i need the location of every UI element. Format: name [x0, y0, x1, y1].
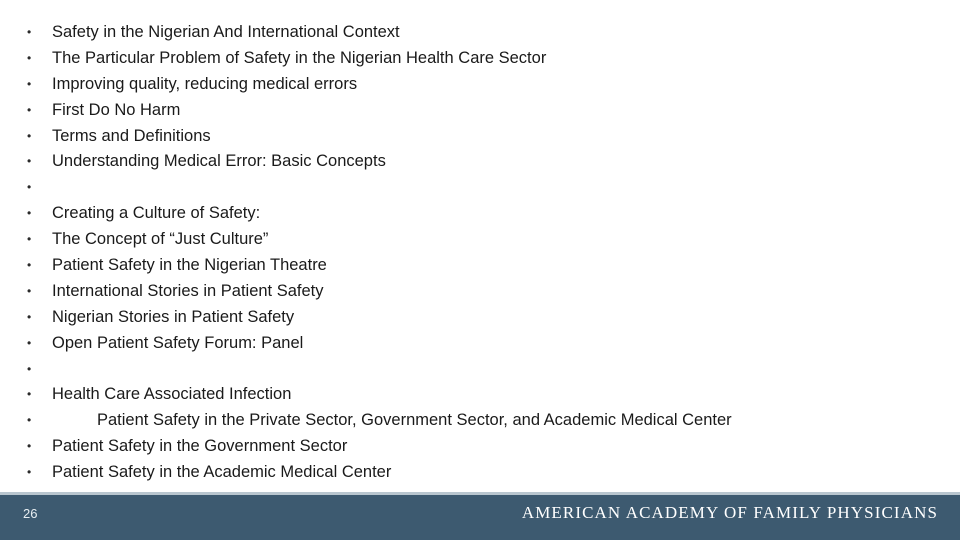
bullet-marker: •	[27, 50, 32, 65]
bullet-text: Patient Safety in the Government Sector	[52, 437, 348, 456]
bullet-item	[0, 201, 960, 227]
bullet-item	[0, 408, 960, 434]
bullet-item	[0, 253, 960, 279]
bullet-marker: •	[27, 128, 32, 143]
bullet-marker: •	[27, 154, 32, 169]
bullet-marker: •	[27, 413, 32, 428]
bullet-item	[0, 98, 960, 124]
bullet-text: International Stories in Patient Safety	[52, 281, 324, 300]
bullet-marker: •	[27, 232, 32, 247]
bullet-marker: •	[27, 76, 32, 91]
bullet-text: Patient Safety in the Academic Medical Center	[52, 463, 392, 482]
bullet-marker: •	[27, 25, 32, 39]
bullet-text: Nigerian Stories in Patient Safety	[52, 307, 295, 326]
bullet-text: The Concept of “Just Culture”	[52, 230, 269, 249]
bullet-item	[0, 149, 960, 175]
organization-name: AMERICAN ACADEMY OF FAMILY PHYSICIANS	[521, 503, 938, 522]
bullet-item	[0, 227, 960, 253]
bullet-text: The Particular Problem of Safety in the Nigerian Health Care Sector	[52, 48, 547, 67]
bullet-item	[0, 20, 960, 46]
bullet-text: Patient Safety in the Nigerian Theatre	[52, 256, 327, 275]
bullet-text: Patient Safety in the Private Sector, Government Sector, and Academic Medical Center	[97, 411, 732, 430]
slide-bullet-list	[0, 20, 960, 486]
bullet-marker: •	[27, 361, 32, 376]
bullet-item	[0, 46, 960, 72]
bullet-text: Understanding Medical Error: Basic Concepts	[52, 152, 386, 171]
bullet-text: First Do No Harm	[52, 100, 181, 119]
bullet-marker: •	[27, 465, 32, 480]
bullet-text: Improving quality, reducing medical errors	[52, 74, 358, 93]
bullet-marker: •	[27, 283, 32, 298]
bullet-text: Health Care Associated Infection	[52, 385, 292, 404]
slide-number: 26	[23, 506, 38, 521]
bullet-text: Open Patient Safety Forum: Panel	[52, 333, 304, 352]
bullet-text: Creating a Culture of Safety:	[52, 204, 261, 223]
bullet-item-empty	[0, 175, 960, 201]
bullet-item	[0, 460, 960, 486]
bullet-item	[0, 305, 960, 331]
bullet-item	[0, 382, 960, 408]
bullet-marker: •	[27, 206, 32, 221]
bullet-item	[0, 331, 960, 357]
bullet-item	[0, 279, 960, 305]
bullet-marker: •	[27, 335, 32, 350]
bullet-marker: •	[27, 309, 32, 324]
bullet-marker: •	[27, 180, 32, 195]
bullet-marker: •	[27, 258, 32, 273]
bullet-marker: •	[27, 439, 32, 454]
bullet-marker: •	[27, 387, 32, 402]
bullet-text: Safety in the Nigerian And International Context	[52, 23, 400, 41]
bullet-marker: •	[27, 102, 32, 117]
bullet-item-empty	[0, 357, 960, 383]
bullet-item	[0, 72, 960, 98]
footer-bar	[0, 492, 960, 540]
bullet-item	[0, 124, 960, 150]
bullet-item	[0, 434, 960, 460]
bullet-text: Terms and Definitions	[52, 126, 211, 145]
